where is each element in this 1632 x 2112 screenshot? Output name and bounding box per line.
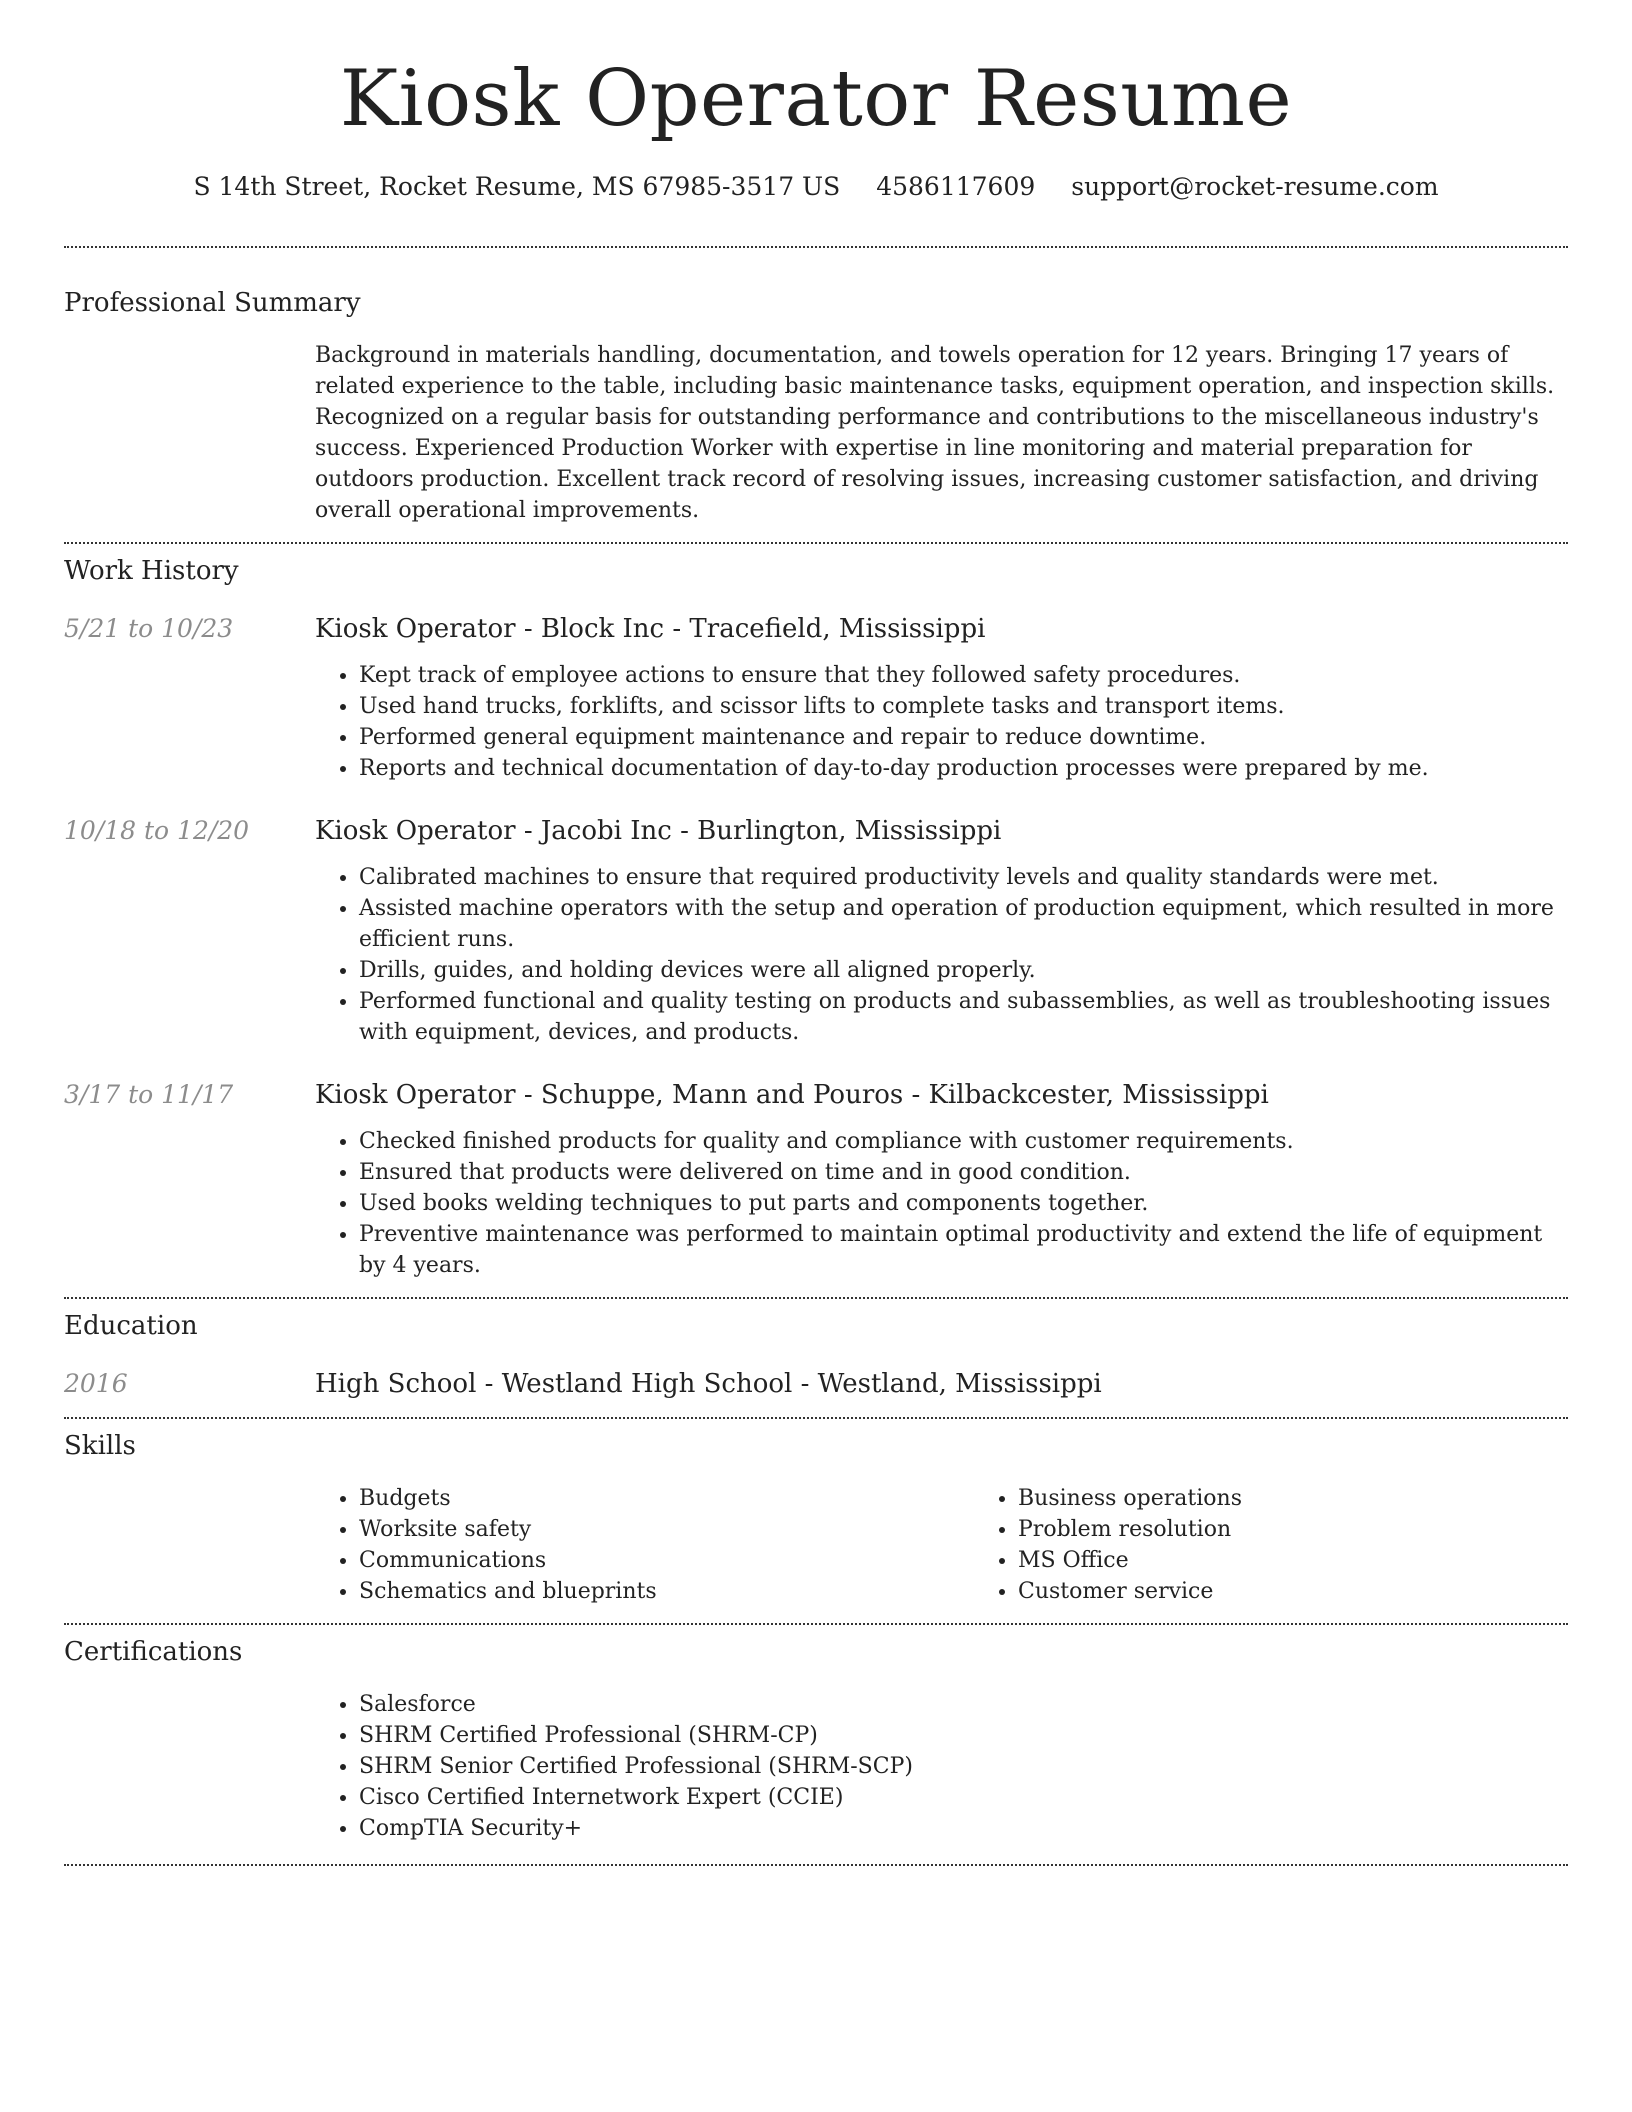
- list-item: • Calibrated machines to ensure that required productivity levels and quality standards were met.: [359, 862, 1568, 893]
- list-item: • Kept track of employee actions to ensure that they followed safety procedures.: [359, 660, 1568, 691]
- section-title-education: Education: [64, 1311, 198, 1341]
- list-item: • Performed functional and quality testing on products and subassemblies, as well as troubleshooting issues with equipment, devices, and products.: [359, 986, 1568, 1048]
- education-entry: [64, 1369, 1568, 1399]
- job-dates: 10/18 to 12/20: [64, 816, 250, 845]
- list-item: • Business operations: [1018, 1483, 1632, 1514]
- divider: [64, 1417, 1568, 1419]
- certifications-list: [315, 1689, 1568, 1844]
- list-item: • SHRM Certified Professional (SHRM-CP): [359, 1720, 1568, 1751]
- skills-list-2: [974, 1483, 1632, 1607]
- list-item: • Performed general equipment maintenance and repair to reduce downtime.: [359, 722, 1568, 753]
- list-item: • MS Office: [1018, 1545, 1632, 1576]
- list-item: • Salesforce: [359, 1689, 1568, 1720]
- job-dates: 5/21 to 10/23: [64, 614, 234, 643]
- list-item: • Schematics and blueprints: [359, 1576, 974, 1607]
- education-title: High School - Westland High School - Westland, Mississippi: [315, 1369, 1102, 1399]
- section-title-summary: Professional Summary: [64, 288, 361, 318]
- section-title-certifications: Certifications: [64, 1637, 243, 1667]
- skills-row: [64, 1483, 1568, 1607]
- list-item: • Problem resolution: [1018, 1514, 1632, 1545]
- divider: [64, 542, 1568, 544]
- list-item: • CompTIA Security+: [359, 1813, 1568, 1844]
- summary-row: [64, 340, 1568, 526]
- list-item: • Used hand trucks, forklifts, and scissor lifts to complete tasks and transport items.: [359, 691, 1568, 722]
- list-item: • Reports and technical documentation of day-to-day production processes were prepared by me.: [359, 753, 1568, 784]
- job-title: Kiosk Operator - Block Inc - Tracefield, Mississippi: [315, 614, 986, 644]
- list-item: • Ensured that products were delivered on time and in good condition.: [359, 1157, 1568, 1188]
- list-item: • Preventive maintenance was performed to maintain optimal productivity and extend the life of equipment by 4 years.: [359, 1219, 1568, 1281]
- summary-text: Background in materials handling, documentation, and towels operation for 12 years. Bringing 17 years of related experience to the table, including basic maintenance tasks, equipment operation, and inspection skills. Recognized on a regular basis for outstanding performance and contributions to the miscellaneous industry's success. Experienced Production Worker with expertise in line monitoring and material preparation for outdoors production. Excellent track record of resolving issues, increasing customer satisfaction, and driving overall operational improvements.: [315, 343, 1555, 523]
- job-bullets-row: [64, 862, 1568, 1048]
- job-bullets-row: [64, 1126, 1568, 1281]
- list-item: • Cisco Certified Internetwork Expert (CCIE): [359, 1782, 1568, 1813]
- divider: [64, 1297, 1568, 1299]
- list-item: • Used books welding techniques to put parts and components together.: [359, 1188, 1568, 1219]
- divider: [64, 1623, 1568, 1625]
- job-dates: 3/17 to 11/17: [64, 1080, 234, 1109]
- job-bullets-row: [64, 660, 1568, 784]
- contact-line: [64, 172, 1568, 202]
- job-bullets: [315, 862, 1568, 1048]
- resume-title: Kiosk Operator Resume: [339, 54, 1293, 144]
- certifications-row: [64, 1689, 1568, 1844]
- job-entry: [64, 1080, 1568, 1110]
- skills-list-1: [315, 1483, 974, 1607]
- resume-page: [64, 0, 1568, 1866]
- list-item: • Assisted machine operators with the setup and operation of production equipment, which resulted in more efficient runs.: [359, 893, 1568, 955]
- phone: 4586117609: [876, 172, 1036, 201]
- email: support@rocket-resume.com: [1071, 172, 1439, 201]
- list-item: • SHRM Senior Certified Professional (SHRM-SCP): [359, 1751, 1568, 1782]
- education-year: 2016: [64, 1369, 128, 1398]
- list-item: • Customer service: [1018, 1576, 1632, 1607]
- job-bullets: [315, 660, 1568, 784]
- job-bullets: [315, 1126, 1568, 1281]
- job-title: Kiosk Operator - Schuppe, Mann and Pouros - Kilbackcester, Mississippi: [315, 1080, 1269, 1110]
- divider: [64, 1864, 1568, 1866]
- divider: [64, 246, 1568, 248]
- job-title: Kiosk Operator - Jacobi Inc - Burlington, Mississippi: [315, 816, 1002, 846]
- list-item: • Worksite safety: [359, 1514, 974, 1545]
- job-entry: [64, 614, 1568, 644]
- section-title-skills: Skills: [64, 1431, 136, 1461]
- section-title-work: Work History: [64, 556, 239, 586]
- list-item: • Checked finished products for quality and compliance with customer requirements.: [359, 1126, 1568, 1157]
- list-item: • Communications: [359, 1545, 974, 1576]
- list-item: • Budgets: [359, 1483, 974, 1514]
- job-entry: [64, 816, 1568, 846]
- list-item: • Drills, guides, and holding devices were all aligned properly.: [359, 955, 1568, 986]
- address: S 14th Street, Rocket Resume, MS 67985-3517 US: [193, 172, 841, 201]
